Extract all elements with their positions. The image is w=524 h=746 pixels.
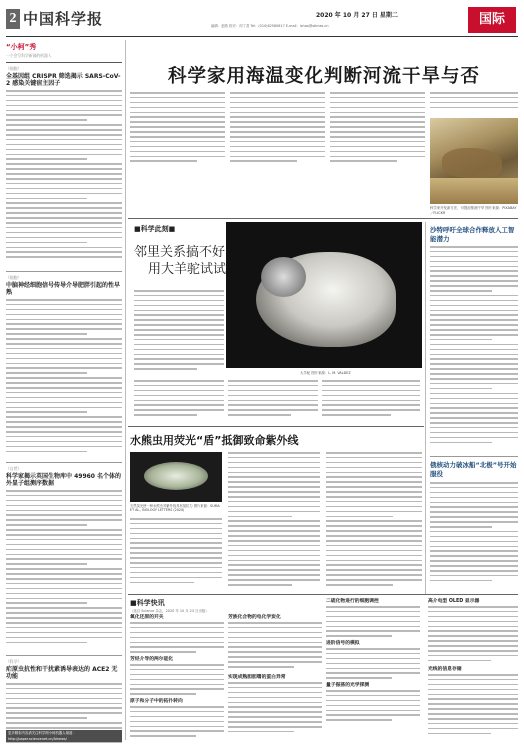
right-story2-title: 俄核动力破冰船“北极”号开始服役 [430, 461, 517, 478]
brief-body [228, 622, 322, 674]
feature-headline-line2: 用大羊驼试试 [148, 262, 227, 277]
brief-title: 实现成熟胆胆嗜的蛋白异常 [228, 675, 286, 680]
brief-body [428, 606, 518, 666]
paper-name: 中国科学报 [23, 10, 104, 28]
brief-title: 光线的信息存储 [428, 667, 462, 672]
right-story1-body [430, 246, 518, 456]
lower-story-body [130, 518, 222, 586]
brief-column [428, 598, 518, 742]
top-story-body [430, 92, 518, 114]
article-title: 科学家揭示英国生物库中 49960 名个体的外显子组测序数据 [6, 473, 122, 487]
article-body [6, 299, 122, 459]
article-title: 中脑神经细胞信号传导介导肥胖引起的性早熟 [6, 282, 121, 296]
lower-story-body [228, 452, 320, 586]
brief-column [326, 598, 420, 742]
article-body [6, 90, 122, 268]
article-tag: 《细胞》 [6, 66, 22, 71]
top-story-headline: 科学家用海温变化判断河流干旱与否 [167, 66, 480, 87]
lower-story-body [326, 452, 422, 586]
top-story-body [330, 92, 425, 167]
brief-title: 原子和分子中的拓扑转向 [130, 699, 183, 704]
section-rule [128, 594, 518, 595]
credits-line: 编辑：赵路 校对：何丁香 Tel：(010)62580617 E-mail：lzhao@stimes.cn [211, 24, 329, 28]
tardigrade-photo [130, 452, 222, 502]
brief-body [228, 682, 322, 740]
article-tag: 《自然》 [6, 466, 22, 471]
top-story-photo-caption: 科学家开发新方法，可提前预测干旱 图片来源：PIXABAY／FLICKR [430, 206, 517, 215]
date-line: 2020 年 10 月 27 日 星期二 [316, 12, 398, 19]
feature-body [228, 380, 318, 420]
brief-title: 芳族化合物的电化学炭化 [228, 615, 281, 620]
column-divider [425, 222, 426, 594]
section-rule [128, 426, 424, 427]
tardigrade-photo-caption: 天然荧光使一种水熊虫对紫外线具有抵抗力 图片来源：SUMA ET AL., BIOLOGY LETTERS (2020) [130, 504, 220, 513]
brief-title: 芳烃介导的两尔硅化 [130, 657, 174, 662]
article-tag: 《细胞》 [6, 275, 22, 280]
brief-body [326, 648, 420, 682]
brief-column [228, 614, 322, 742]
section-subtitle: 一个会写科学新闻的机器人 [6, 53, 52, 58]
section-title: “小柯”秀 [6, 43, 37, 51]
feature-body [134, 380, 224, 420]
article-title: 全基因组 CRISPR 筛选揭示 SARS-CoV-2 感染关键宿主因子 [6, 73, 121, 87]
top-story-photo [430, 118, 518, 204]
article-tag: 《科学》 [6, 659, 22, 664]
right-divider [430, 456, 518, 457]
briefs-source: （选自 Science 杂志，2020 年 10 月 23 日出版） [130, 609, 209, 613]
page-number: 2 [6, 9, 20, 29]
right-story2-body [430, 482, 518, 592]
feature-kicker: ■科学此刻■ [134, 225, 176, 233]
brief-column [130, 614, 224, 742]
feature-body [322, 380, 420, 420]
brief-title: 量子振荡的光学探测 [326, 683, 370, 688]
llama-photo [226, 222, 422, 368]
brief-body [130, 622, 224, 656]
left-column-footer: 更多精彩内容请关注科学网小柯机器人频道：http://paper.sciencenet.cn/AInews/ [6, 730, 122, 742]
column-divider [125, 40, 126, 740]
brief-title: 二硫化物进行的细胞调控 [326, 599, 379, 604]
left-column [6, 40, 122, 740]
feature-body [134, 290, 224, 378]
masthead [6, 5, 518, 35]
llama-photo-caption: 大羊驼 图片来源：L. M. VALDEZ [300, 371, 351, 375]
feature-headline-box [134, 244, 226, 284]
top-story-body [130, 92, 225, 167]
brief-body [326, 606, 420, 640]
article-title: 疟原虫抗性和干扰素诱导表达的 ACE2 无功能 [6, 666, 118, 680]
briefs-header: ■科学快讯 [130, 599, 165, 607]
top-story-body [230, 92, 325, 167]
brief-title: 氧化还原的开关 [130, 615, 164, 620]
brief-title: 高介电型 OLED 显示器 [428, 599, 480, 604]
brief-body [130, 706, 224, 740]
article-body [6, 490, 122, 652]
section-label: 国际 [468, 7, 516, 33]
lower-story-headline: 水熊虫用荧光“盾”抵御致命紫外线 [130, 434, 299, 447]
section-rule [128, 218, 518, 219]
brief-title: 进阶信号的模拟 [326, 641, 360, 646]
brief-body [428, 674, 518, 740]
feature-headline-line1: 邻里关系搞不好 [134, 245, 226, 260]
brief-body [326, 690, 420, 724]
right-story1-title: 沙特呼吁全球合作释放人工智能潜力 [430, 226, 515, 243]
brief-body [130, 664, 224, 698]
masthead-rule [6, 36, 518, 37]
